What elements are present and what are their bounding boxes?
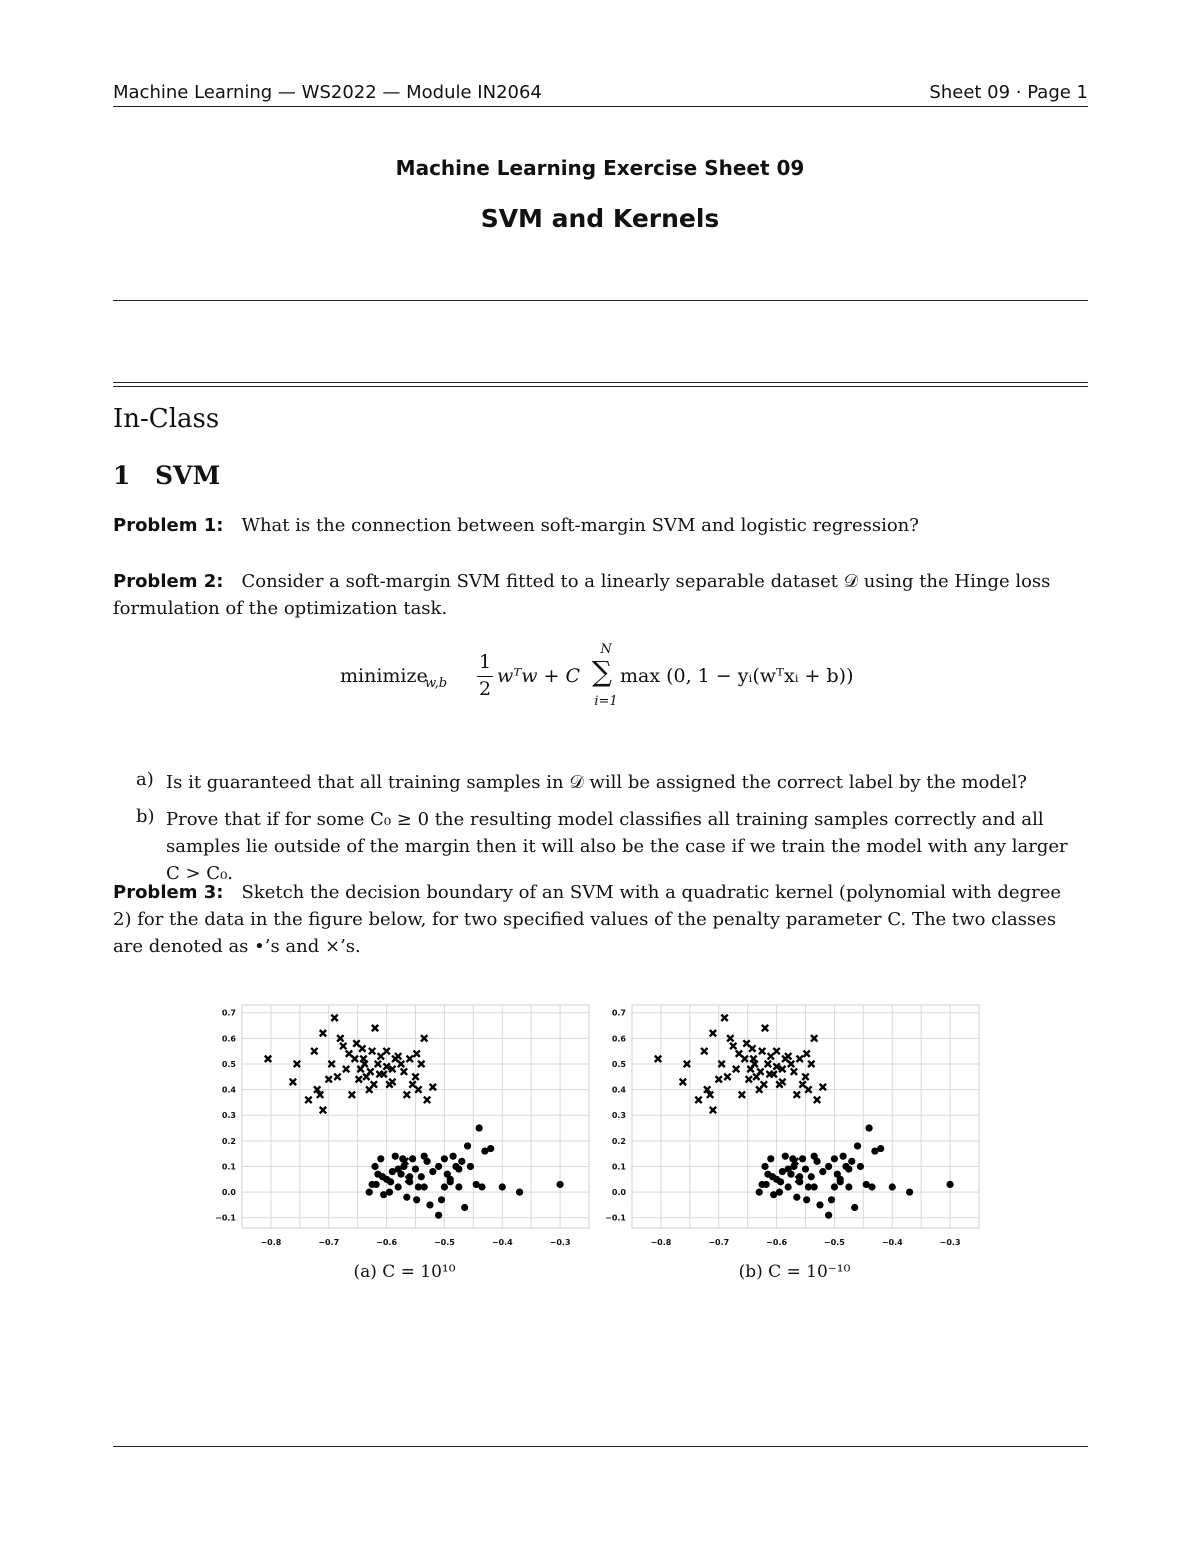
problem-3-line-1: [113, 879, 1088, 906]
dot-point: [825, 1163, 832, 1170]
dot-point: [777, 1178, 784, 1185]
y-tick-label: 0.4: [221, 1085, 236, 1095]
x-tick-label: −0.3: [549, 1238, 571, 1247]
dot-point: [837, 1178, 844, 1185]
dot-point: [770, 1191, 777, 1198]
caption-b: (b) C = 10⁻¹⁰: [738, 1262, 851, 1282]
dot-point: [868, 1183, 875, 1190]
sum-symbol-icon: ∑: [592, 655, 612, 688]
dot-point: [516, 1189, 523, 1196]
y-tick-label: 0.7: [611, 1008, 626, 1018]
dot-point: [392, 1153, 399, 1160]
y-tick-label: 0.4: [611, 1085, 626, 1095]
footer-rule: [113, 1446, 1088, 1447]
dot-point: [769, 1173, 776, 1180]
y-tick-label: −0.1: [215, 1213, 236, 1223]
problem-2-line-2: formulation of the optimization task.: [113, 598, 448, 619]
section-number: 1: [113, 461, 131, 490]
problem-3-line-2: 2) for the data in the figure below, for two specified values of the penalty parameter C. The two classes: [113, 909, 1057, 930]
dot-point: [380, 1191, 387, 1198]
y-tick-label: 0.0: [611, 1188, 626, 1198]
problem-2-label: Problem 2:: [113, 571, 224, 592]
dot-point: [834, 1171, 841, 1178]
dot-point: [406, 1173, 413, 1180]
dot-point: [426, 1201, 433, 1208]
dot-point: [761, 1163, 768, 1170]
x-tick-label: −0.8: [260, 1238, 282, 1247]
formula-fraction-bar: [477, 676, 493, 677]
dot-point: [808, 1173, 815, 1180]
y-tick-label: 0.3: [611, 1111, 626, 1121]
dot-point: [889, 1183, 896, 1190]
dot-point: [387, 1178, 394, 1185]
dot-point: [429, 1168, 436, 1175]
y-tick-label: 0.5: [611, 1059, 626, 1069]
x-tick-label: −0.4: [881, 1238, 903, 1247]
dot-point: [487, 1145, 494, 1152]
formula-sum-upper: N: [600, 642, 612, 657]
x-tick-label: −0.3: [939, 1238, 961, 1247]
x-tick-label: −0.8: [650, 1238, 672, 1247]
problem-2-line-1: [113, 568, 1088, 595]
sheet-title: Machine Learning Exercise Sheet 09: [395, 156, 805, 180]
sheet-subtitle: SVM and Kernels: [480, 204, 720, 233]
dot-point: [785, 1165, 792, 1172]
y-tick-label: 0.3: [221, 1111, 236, 1121]
formula-fraction-denominator: 2: [478, 678, 492, 700]
problem-3-line-3: are denoted as •’s and ×’s.: [113, 936, 361, 957]
dot-point: [379, 1173, 386, 1180]
formula-minimize: minimize: [340, 665, 428, 687]
x-tick-label: −0.7: [708, 1238, 730, 1247]
dot-point: [828, 1196, 835, 1203]
dot-point: [854, 1142, 861, 1149]
item-b-text-2: samples lie outside of the margin then it will also be the case if we train the model with any larger: [166, 836, 1068, 857]
formula-minimize-subscript: w,b: [425, 676, 448, 691]
dot-point: [467, 1163, 474, 1170]
dot-point: [366, 1189, 373, 1196]
dot-point: [377, 1155, 384, 1162]
dot-point: [825, 1212, 832, 1219]
y-tick-label: 0.1: [221, 1162, 236, 1172]
x-tick-label: −0.6: [376, 1238, 398, 1247]
dot-point: [799, 1155, 806, 1162]
dot-point: [851, 1204, 858, 1211]
x-tick-label: −0.5: [823, 1238, 845, 1247]
item-a-text: Is it guaranteed that all training samples in 𝒟 will be assigned the correct label by the model?: [166, 772, 1027, 793]
formula-fraction-numerator: 1: [478, 651, 492, 673]
dot-point: [403, 1194, 410, 1201]
dot-point: [848, 1158, 855, 1165]
item-b-label: b): [136, 806, 155, 827]
problem-3-text-1: Sketch the decision boundary of an SVM with a quadratic kernel (polynomial with degree: [241, 882, 1062, 903]
y-tick-label: 0.7: [221, 1008, 236, 1018]
x-tick-label: −0.4: [491, 1238, 513, 1247]
dot-point: [371, 1163, 378, 1170]
running-header-left: Machine Learning — WS2022 — Module IN2064: [113, 82, 542, 103]
header-rule: [113, 106, 1088, 107]
dot-point: [845, 1183, 852, 1190]
dot-point: [412, 1165, 419, 1172]
formula-term: wᵀw + C: [497, 665, 581, 687]
dot-point: [447, 1178, 454, 1185]
dot-point: [461, 1204, 468, 1211]
problem-3-label: Problem 3:: [113, 882, 224, 903]
formula-sum-lower: i=1: [594, 694, 618, 709]
dot-point: [413, 1196, 420, 1203]
dot-point: [946, 1181, 953, 1188]
hinge-loss-formula: [340, 642, 900, 715]
dot-point: [839, 1153, 846, 1160]
item-b-text-3: C > C₀.: [166, 863, 234, 884]
dot-point: [793, 1194, 800, 1201]
dot-point: [421, 1153, 428, 1160]
y-tick-label: 0.2: [221, 1136, 236, 1146]
problem-1-label: Problem 1:: [113, 515, 224, 536]
dot-point: [373, 1181, 380, 1188]
dot-point: [866, 1124, 873, 1131]
dot-point: [409, 1155, 416, 1162]
x-tick-label: −0.5: [433, 1238, 455, 1247]
dot-point: [435, 1212, 442, 1219]
dot-point: [455, 1183, 462, 1190]
y-tick-label: 0.0: [221, 1188, 236, 1198]
dot-point: [441, 1155, 448, 1162]
dot-point: [803, 1196, 810, 1203]
double-rule-bottom: [113, 386, 1088, 387]
y-tick-label: 0.1: [611, 1162, 626, 1172]
formula-body: max (0, 1 − yᵢ(wᵀxᵢ + b)): [620, 665, 854, 687]
running-header-right: Sheet 09 · Page 1: [929, 82, 1088, 103]
dot-point: [906, 1189, 913, 1196]
dot-point: [819, 1168, 826, 1175]
dot-point: [816, 1201, 823, 1208]
dot-point: [811, 1153, 818, 1160]
dot-point: [455, 1165, 462, 1172]
dot-point: [857, 1163, 864, 1170]
dot-point: [444, 1171, 451, 1178]
item-b-text-1: Prove that if for some C₀ ≥ 0 the resulting model classifies all training samples correctly and all: [166, 809, 1044, 830]
title-rule: [113, 300, 1088, 301]
item-a-label-pos: a): [136, 769, 154, 790]
y-tick-label: −0.1: [605, 1213, 626, 1223]
dot-point: [478, 1183, 485, 1190]
dot-point: [831, 1183, 838, 1190]
dot-point: [438, 1196, 445, 1203]
y-tick-label: 0.6: [221, 1034, 236, 1044]
dot-point: [785, 1183, 792, 1190]
dot-point: [464, 1142, 471, 1149]
y-tick-label: 0.2: [611, 1136, 626, 1146]
dot-point: [767, 1155, 774, 1162]
dot-point: [399, 1155, 406, 1162]
dot-point: [763, 1181, 770, 1188]
dot-point: [458, 1158, 465, 1165]
dot-point: [811, 1183, 818, 1190]
dot-point: [877, 1145, 884, 1152]
scatter-plot-b: [602, 995, 987, 1255]
dot-point: [395, 1165, 402, 1172]
dot-point: [421, 1183, 428, 1190]
dot-point: [556, 1181, 563, 1188]
dot-point: [796, 1173, 803, 1180]
dot-point: [831, 1155, 838, 1162]
dot-point: [802, 1165, 809, 1172]
dot-point: [845, 1165, 852, 1172]
caption-a: (a) C = 10¹⁰: [353, 1262, 456, 1282]
x-tick-label: −0.6: [766, 1238, 788, 1247]
dot-point: [789, 1155, 796, 1162]
dot-point: [418, 1173, 425, 1180]
dot-point: [499, 1183, 506, 1190]
dot-point: [782, 1153, 789, 1160]
section-title: SVM: [155, 461, 221, 490]
dot-point: [756, 1189, 763, 1196]
problem-2-text-1: Consider a soft-margin SVM fitted to a linearly separable dataset 𝒟 using the Hinge loss: [241, 571, 1051, 592]
dot-point: [449, 1153, 456, 1160]
dot-point: [435, 1163, 442, 1170]
scatter-plot-a: [212, 995, 597, 1255]
problem-1-text: What is the connection between soft-margin SVM and logistic regression?: [241, 515, 919, 536]
dot-point: [476, 1124, 483, 1131]
dot-point: [441, 1183, 448, 1190]
inclass-heading: In-Class: [113, 404, 220, 434]
y-tick-label: 0.6: [611, 1034, 626, 1044]
problem-1: [113, 512, 1088, 539]
x-tick-label: −0.7: [318, 1238, 340, 1247]
y-tick-label: 0.5: [221, 1059, 236, 1069]
dot-point: [395, 1183, 402, 1190]
double-rule-top: [113, 382, 1088, 383]
